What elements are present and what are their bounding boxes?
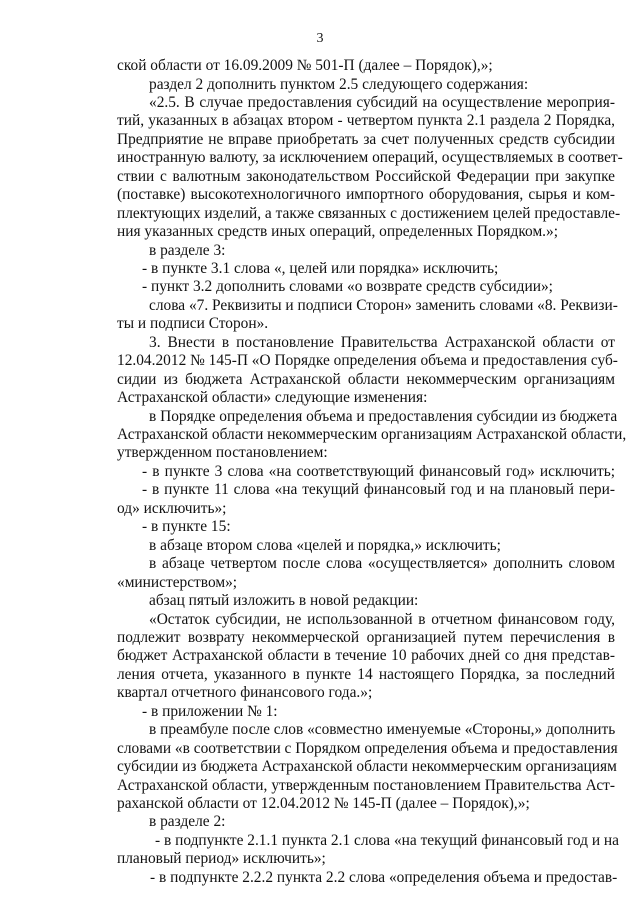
text-line: - в пункте 3.1 слова «, целей или порядка» исключить;: [142, 259, 499, 277]
text-line: «2.5. В случае предоставления субсидий на осуществление мероприя-: [149, 93, 615, 111]
text-line: в абзаце четвертом после слова «осуществляется» дополнить словом: [149, 555, 615, 573]
text-line: Предприятие не вправе приобретать за счет полученных средств субсидии: [117, 130, 615, 148]
page-number: 3: [316, 31, 324, 46]
text-line: абзац пятый изложить в новой редакции:: [149, 592, 419, 609]
text-line: в Порядке определения объема и предоставления субсидии из бюджета: [149, 407, 618, 425]
text-line: субсидии из бюджета Астраханской области некоммерческим организациям: [117, 758, 617, 776]
text-line: бюджет Астраханской области в течение 10 рабочих дней со дня представ-: [117, 647, 615, 665]
text-line: ской области от 16.09.2009 № 501-П (далее – Порядок),»;: [117, 57, 493, 74]
text-line: в разделе 2:: [149, 813, 226, 831]
text-line: плектующих изделий, а также связанных с достижением целей предоставле-: [117, 204, 621, 222]
text-line: - в подпункте 2.2.2 пункта 2.2 слова «определения объема и предостав-: [150, 868, 618, 886]
text-line: раханской области от 12.04.2012 № 145-П (далее – Порядок),»;: [117, 795, 530, 812]
text-line: сидии из бюджета Астраханской области некоммерческим организациям: [117, 370, 615, 388]
text-line: словами «в соответствии с Порядком определения объема и предоставления: [117, 739, 618, 757]
text-line: 12.04.2012 № 145-П «О Порядке определения объема и предоставления суб-: [117, 352, 618, 370]
text-line: - в приложении № 1:: [142, 702, 278, 720]
text-line: Астраханской области некоммерческим организациям Астраханской области,: [117, 426, 627, 443]
text-line: квартал отчетного финансового года.»;: [117, 684, 373, 702]
text-line: «Остаток субсидии, не использованной в отчетном финансовом году,: [149, 610, 615, 628]
text-line: од» исключить»;: [117, 499, 227, 517]
text-line: подлежит возврату некоммерческой организацией путем перечисления в: [117, 628, 615, 646]
text-line: - пункт 3.2 дополнить словами «о возврате средств субсидии»;: [142, 278, 553, 296]
text-line: - в пункте 11 слова «на текущий финансовый год и на плановый пери-: [142, 481, 615, 499]
text-line: в абзаце втором слова «целей и порядка,» исключить;: [149, 536, 501, 554]
text-line: (поставке) высокотехнологичного импортного оборудования, сырья и ком-: [117, 186, 615, 204]
text-line: ления отчета, указанного в пункте 14 настоящего Порядка, за последний: [117, 665, 615, 683]
text-line: раздел 2 дополнить пунктом 2.5 следующего содержания:: [149, 75, 529, 93]
text-line: иностранную валюту, за исключением операций, осуществляемых в соответ-: [117, 149, 623, 167]
text-line: Астраханской области» следующие изменения:: [117, 389, 428, 407]
text-line: тий, указанных в абзацах втором - четвертом пункта 2.1 раздела 2 Порядка,: [117, 112, 615, 130]
text-line: - в пункте 3 слова «на соответствующий финансовый год» исключить;: [142, 462, 615, 480]
text-line: ты и подписи Сторон».: [117, 315, 269, 333]
text-line: ствии с валютным законодательством Российской Федерации при закупке: [117, 167, 615, 185]
text-line: в преамбуле после слов «совместно именуемые «Стороны,» дополнить: [149, 721, 616, 739]
text-line: утвержденном постановлением:: [117, 444, 328, 462]
text-line: - в подпункте 2.1.1 пункта 2.1 слова «на текущий финансовый год и на: [155, 831, 619, 849]
text-line: плановый период» исключить»;: [117, 850, 326, 868]
text-line: в разделе 3:: [149, 241, 226, 259]
text-line: ния указанных средств иных операций, определенных Порядком.»;: [117, 223, 558, 240]
text-line: слова «7. Реквизиты и подписи Сторон» заменить словами «8. Реквизи-: [149, 296, 618, 314]
text-line: «министерством»;: [117, 573, 238, 591]
text-line: - в пункте 15:: [142, 518, 231, 536]
text-line: Астраханской области, утвержденным постановлением Правительства Аст-: [117, 776, 615, 794]
text-line: 3. Внести в постановление Правительства Астраханской области от: [149, 333, 615, 351]
